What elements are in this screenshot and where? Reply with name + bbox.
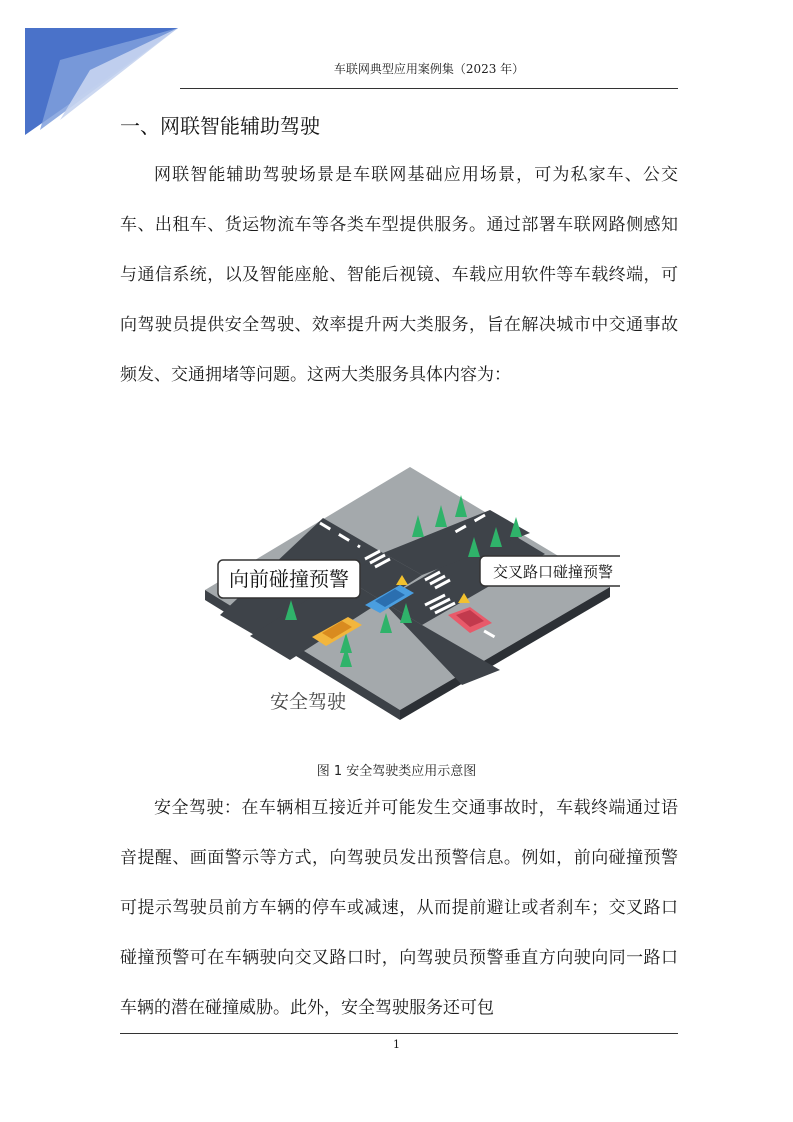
running-header: 车联网典型应用案例集（2023 年） <box>333 62 525 76</box>
intersection-warning-label: 交叉路口碰撞预警 <box>492 563 614 581</box>
intro-paragraph: 网联智能辅助驾驶场景是车联网基础应用场景，可为私家车、公交车、出租车、货运物流车等各类车型提供服务。通过部署车联网路侧感知与通信系统，以及智能座舱、智能后视镜、车载应用软件等车载终端，可向驾驶员提供安全驾驶、效率提升两大类服务，旨在解决城市中交通事故频发、交通拥堵等问题。这两大类服务具体内容为： <box>120 165 678 385</box>
safe-driving-label: 安全驾驶 <box>269 691 347 713</box>
safe-driving-illustration <box>200 455 620 725</box>
header-rule <box>180 88 678 89</box>
section-title: 一、网联智能辅助驾驶 <box>120 114 320 138</box>
page-number: 1 <box>393 1038 400 1051</box>
forward-warning-label: 向前碰撞预警 <box>229 567 349 591</box>
safe-driving-paragraph: 安全驾驶：在车辆相互接近并可能发生交通事故时，车载终端通过语音提醒、画面警示等方式，向驾驶员发出预警信息。例如，前向碰撞预警可提示驾驶员前方车辆的停车或减速，从而提前避让或者刹车；交叉路口碰撞预警可在车辆驶向交叉路口时，向驾驶员预警垂直方向驶向同一路口车辆的潜在碰撞威胁。此外，安全驾驶服务还可包 <box>120 798 678 1018</box>
footer-rule <box>120 1033 678 1034</box>
figure-caption: 图 1 安全驾驶类应用示意图 <box>316 764 477 779</box>
